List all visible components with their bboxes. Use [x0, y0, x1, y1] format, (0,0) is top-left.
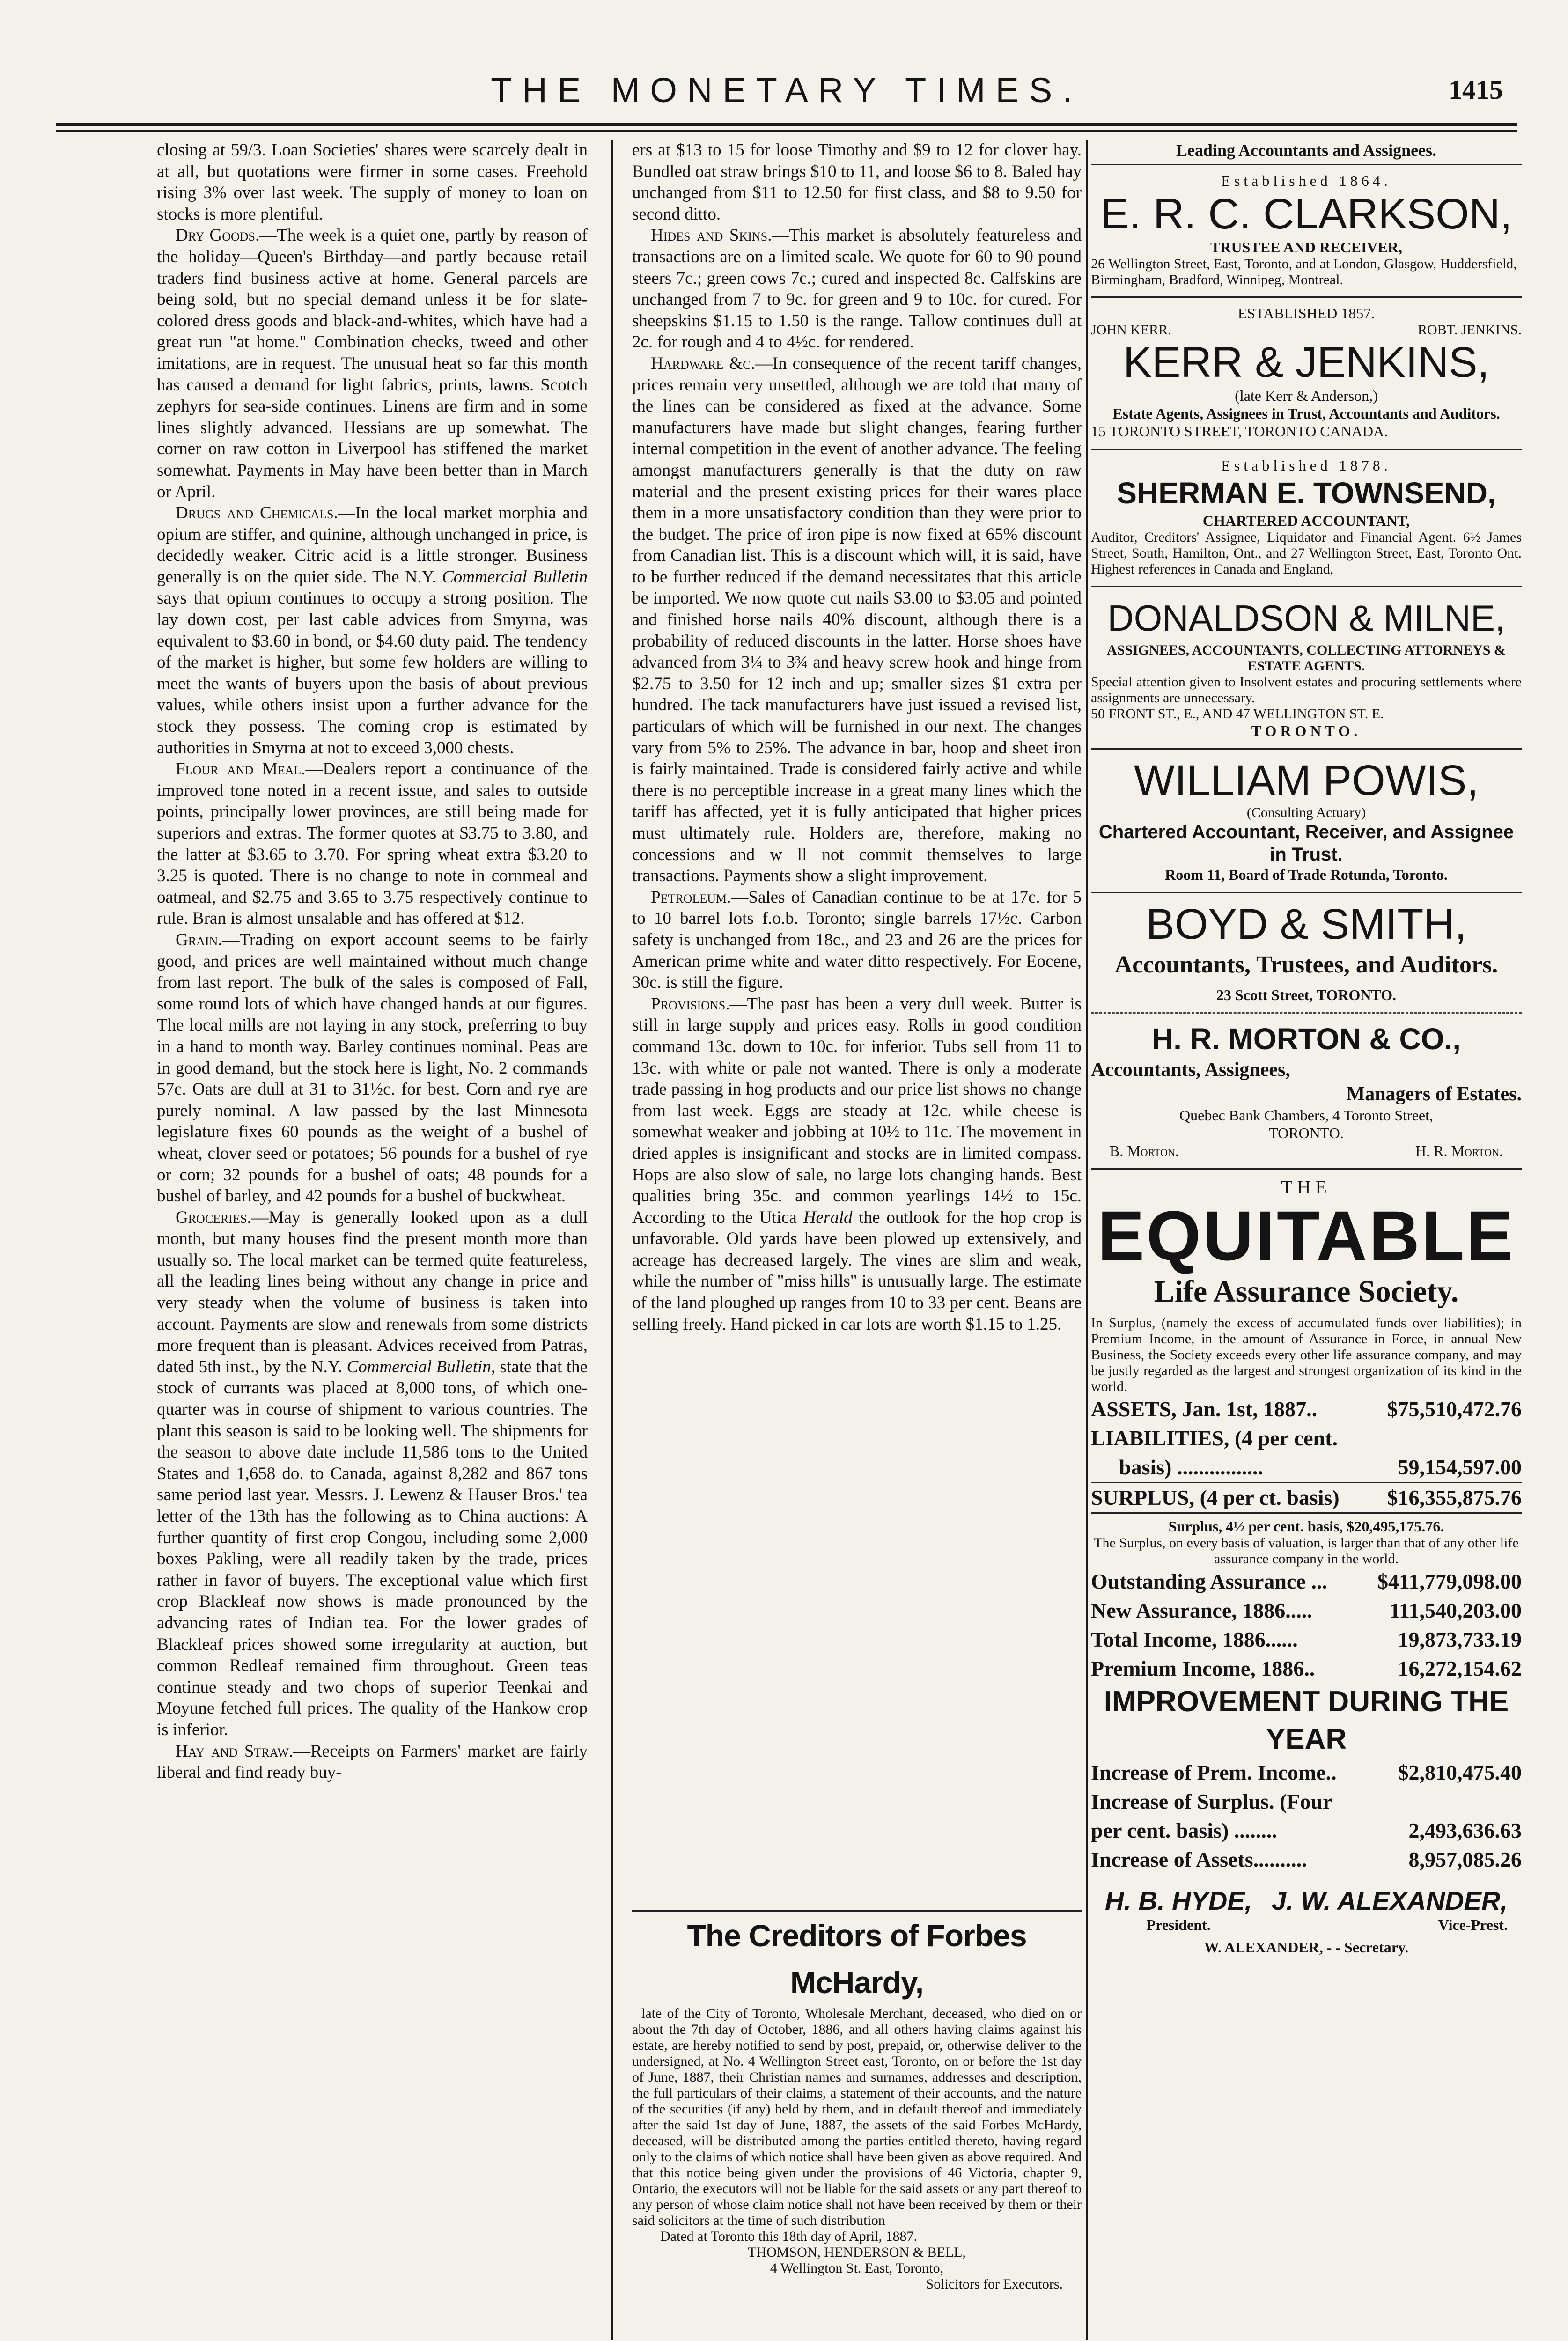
- row-label: Outstanding Assurance ...: [1091, 1569, 1327, 1593]
- figure-row: [1091, 1845, 1522, 1874]
- section-text: —Receipts on Farmers' market are fairly liberal and find ready buy-: [157, 1741, 588, 1782]
- section-heading: Petroleum.: [651, 887, 731, 907]
- publication-name: Commercial Bulletin,: [346, 1357, 496, 1377]
- firm-address: 23 Scott Street, TORONTO.: [1216, 986, 1397, 1003]
- section-text: the outlook for the hop crop is unfavorable. Old yards have been plowed up extensively, and acreage has decreased largely. The vines are slim and weak, while the number of "miss hills" is unusually large. The estimate of the land ploughed up ranges from 10 to 33 per cent. Beans are selling freely. Hand picked in car lots are worth $1.15 to 1.25.: [632, 1207, 1082, 1334]
- section-text: says that opium continues to occupy a strong position. The lay down cost, per last cable advices from Smyrna, was equivalent to $3.60 in bond, or $4.60 duty paid. The tendency of the market is higher, but some few holders are willing to meet the wants of buyers upon the basis of about previous values, while others insist upon a further advance for the stock they possess. The coming crop is estimated by authorities in Smyrna at not to exceed 3,000 chests.: [157, 589, 588, 758]
- section-heading: Drugs and Chemicals.: [176, 503, 338, 523]
- equitable-name: EQUITABLE: [1097, 1196, 1515, 1275]
- section-heading: Groceries.: [176, 1207, 251, 1227]
- liabilities-row: [1091, 1424, 1522, 1453]
- row-label: Increase of Assets..........: [1091, 1848, 1307, 1871]
- row-label: SURPLUS, (4 per ct. basis): [1091, 1486, 1340, 1509]
- market-report-column-2: [632, 140, 1082, 1335]
- row-value: $16,355,875.76: [1387, 1486, 1522, 1509]
- row-label: basis) ................: [1119, 1455, 1263, 1479]
- section-text: —Trading on export account seems to be fairly good, and prices are well maintained without much change from last report. The bulk of the sales is composed of Fall, some round lots of which have changed hands at our figures. The local mills are not laying in any stock, preferring to buy in a hand to month way. Barley continues nominal. Peas are in good demand, but the stock here is light, No. 2 commands 57c. Oats are dull at 31 to 31½c. for best. Corn and rye are purely nominal. A law passed by the last Minnesota legislature fixes 60 pounds as the weight of a bushel of wheat, clover seed or potatoes; 56 pounds for a bushel of rye or corn; 32 pounds for a bushel of oats; 48 pounds for a bushel of barley, and 42 pounds for a bushel of buckwheat.: [157, 930, 588, 1206]
- firm-role: Estate Agents, Assignees in Trust, Accountants and Auditors.: [1112, 405, 1500, 422]
- firm-role: Chartered Accountant, Receiver, and Assignee in Trust.: [1098, 822, 1514, 865]
- row-value: 111,540,203.00: [1389, 1598, 1522, 1622]
- figure-row: [1091, 1596, 1522, 1625]
- firm-city: TORONTO.: [1251, 722, 1362, 739]
- row-label: ASSETS, Jan. 1st, 1887..: [1091, 1397, 1318, 1421]
- column-divider-1: [611, 140, 613, 2340]
- section-text: —Sales of Canadian continue to be at 17c. for 5 to 10 barrel lots f.o.b. Toronto; single barrels 17½c. Carbon safety is unchanged from 18c., and 23 and 26 are the prices for American prime white and water ditto respectively. For Eocene, 30c. is still the figure.: [632, 887, 1082, 993]
- header-rule-thin: [56, 130, 1517, 132]
- ad-townsend: [1091, 450, 1522, 587]
- firm-former-name: (late Kerr & Anderson,): [1235, 387, 1378, 404]
- firm-role: Accountants, Trustees, and Auditors.: [1114, 951, 1498, 978]
- surplus-alt: Surplus, 4½ per cent. basis, $20,495,175.76.: [1168, 1518, 1444, 1535]
- firm-name: H. R. MORTON & CO.,: [1151, 1022, 1461, 1056]
- partner-name: B. Morton.: [1110, 1142, 1179, 1159]
- established-line: ESTABLISHED 1857.: [1237, 305, 1375, 322]
- partner-name: H. R. Morton.: [1415, 1142, 1503, 1159]
- liabilities-value-row: [1091, 1453, 1522, 1482]
- row-label: LIABILITIES, (4 per cent.: [1091, 1426, 1338, 1450]
- notice-firm: THOMSON, HENDERSON & BELL,: [748, 2245, 966, 2260]
- section-text: —This market is absolutely featureless and transactions are on a limited scale. We quote for 60 to 90 pound steers 7c.; green cows 7c.; cured and inspected 8c. Calfskins are unchanged from 7 to 9c. for green and 9 to 10c. for cured. For sheepskins $1.15 to 1.50 is the range. Tallow continues dull at 2c. for rough and 4 to 4½c. for rendered.: [632, 226, 1082, 352]
- firm-role: Accountants, Assignees,: [1091, 1059, 1290, 1081]
- firm-role: Managers of Estates.: [1346, 1083, 1522, 1105]
- assets-row: [1091, 1395, 1522, 1424]
- advertisements-column: [1091, 140, 1522, 1956]
- row-value: 2,493,636.63: [1408, 1818, 1522, 1842]
- firm-role: ASSIGNEES, ACCOUNTANTS, COLLECTING ATTORNEYS & ESTATE AGENTS.: [1107, 642, 1506, 674]
- partner-name: ROBT. JENKINS.: [1418, 322, 1522, 338]
- ad-donaldson-milne: [1091, 587, 1522, 750]
- notice-title: The Creditors of Forbes McHardy,: [687, 1918, 1027, 2000]
- market-report-column-1: [157, 140, 588, 1783]
- firm-address: Room 11, Board of Trade Rotunda, Toronto.: [1165, 866, 1448, 883]
- row-label: Premium Income, 1886..: [1091, 1656, 1315, 1680]
- row-label: per cent. basis) ........: [1091, 1818, 1277, 1842]
- notice-dated: Dated at Toronto this 18th day of April, 1887.: [660, 2229, 917, 2244]
- publication-name: Herald: [803, 1207, 853, 1227]
- firm-city: TORONTO.: [1269, 1125, 1344, 1141]
- ad-kerr-jenkins: [1091, 298, 1522, 450]
- section-text: —May is generally looked upon as a dull month, but many houses find the present month more than usually so. The local market can be termed quite featureless, all the leading lines being without any change in price and very steady when the volume of business is taken into account. Payments are slow and renewals from some districts more frequent than is pleasant. Advices received from Patras, dated 5th inst., by the N.Y.: [157, 1207, 588, 1377]
- ad-boyd-smith: [1091, 893, 1522, 1014]
- column-divider-2: [1086, 140, 1088, 2340]
- section-heading: Flour and Meal.: [176, 759, 306, 779]
- firm-address: 50 FRONT ST., E., AND 47 WELLINGTON ST. E.: [1091, 706, 1384, 721]
- firm-address: Quebec Bank Chambers, 4 Toronto Street,: [1179, 1107, 1433, 1124]
- page-number: 1415: [1449, 74, 1503, 105]
- row-label: Increase of Prem. Income..: [1091, 1760, 1337, 1784]
- figure-row: [1091, 1625, 1522, 1654]
- paragraph: closing at 59/3. Loan Societies' shares were scarcely dealt in at all, but quotations were firmer in some cases. Freehold rising 3% over last week. The supply of money to loan on stocks is more plentiful.: [157, 140, 588, 224]
- firm-name: KERR & JENKINS,: [1123, 339, 1490, 386]
- ads-heading: Leading Accountants and Assignees.: [1091, 140, 1522, 165]
- section-heading: Dry Goods.: [176, 226, 260, 245]
- paragraph-petroleum: [632, 887, 1082, 994]
- section-text: —Dealers report a continuance of the improved tone noted in a recent issue, and sales to outside points, principally lower provinces, are still being made for superiors and extras. The former quotes at $3.75 to 3.80, and the latter at $3.65 to 3.70. For spring wheat extra $3.20 to 3.25 is quoted. There is no change to note in cornmeal and oatmeal, and $2.75 and 3.65 to 3.75 respectively continue to rule. Bran is almost unsalable and has offered at $12.: [157, 759, 588, 928]
- header-rule-thick: [56, 123, 1517, 126]
- firm-name: BOYD & SMITH,: [1146, 900, 1467, 948]
- equitable-the: THE: [1281, 1177, 1332, 1198]
- row-value: 16,272,154.62: [1398, 1656, 1522, 1680]
- creditors-notice: [632, 1910, 1082, 2292]
- paragraph-flour: [157, 758, 588, 929]
- ad-clarkson: [1091, 165, 1522, 298]
- officer-name: J. W. ALEXANDER,: [1271, 1886, 1508, 1915]
- firm-title: TRUSTEE AND RECEIVER,: [1210, 239, 1402, 256]
- improvement-figures: [1091, 1758, 1522, 1874]
- section-text: —The week is a quiet one, partly by reason of the holiday—Queen's Birthday—and partly because retail traders find business active at home. General parcels are being sold, but no special demand unless it be for slate-colored dress goods and black-and-whites, which have had a great run "at home." Combination checks, tweed and other imitations, are in request. The unusual heat so far this month has caused a demand for light fabrics, prints, lawns. Scotch zephyrs for sea-side continues. Linens are firm and in some lines slightly advanced. Hessians are up somewhat. The corner on raw cotton in Liverpool has stiffened the market somewhat. Payments in May have been better than in March or April.: [157, 226, 588, 501]
- firm-details: Special attention given to Insolvent estates and procuring settlements where assignments are unnecessary.: [1091, 674, 1522, 706]
- row-value: 59,154,597.00: [1398, 1455, 1522, 1479]
- figure-row: [1091, 1567, 1522, 1596]
- publication-name: Commercial Bulletin: [442, 567, 588, 587]
- officer-president: [1105, 1885, 1252, 1934]
- firm-name: E. R. C. CLARKSON,: [1100, 190, 1512, 238]
- row-value: $2,810,475.40: [1398, 1760, 1522, 1784]
- paragraph: ers at $13 to 15 for loose Timothy and $9 to 12 for clover hay. Bundled oat straw brings $10 to 11, and loose $6 to 8. Baled hay unchanged from $11 to 12.50 for first class, and $8 to 9.50 for second ditto.: [632, 140, 1082, 224]
- officer-name: H. B. HYDE,: [1105, 1886, 1252, 1915]
- paragraph-hides: [632, 225, 1082, 353]
- paragraph-drugs: [157, 502, 588, 758]
- equitable-figures: [1091, 1567, 1522, 1683]
- section-text: —In consequence of the recent tariff changes, prices remain very unsettled, although we are told that many of the lines can be considered as fixed at the advance. Some manufacturers have made but slight changes, fearing further internal competition in the event of another advance. The feeling amongst manufacturers generally is that the duty on raw material and the present existing prices for their wares place them in a more unsatisfactory condition than they were prior to the budget. The price of iron pipe is now fixed at 65% discount from Canadian list. This is a discount which will, it is said, have to be further reduced if the demand necessitates that this article be imported. We now quote cut nails $3.00 to $3.05 and pointed and finished horse nails 40% discount, although there is a probability of reduced discounts in the latter. Horse shoes have advanced from 3¼ to 3¾ and heavy screw hook and hinge from $2.75 to 3.50 for 12 inch and up; smaller sizes $1 extra per hundred. The tack manufacturers have just issued a revised list, particulars of which will be furnished in our next. The changes vary from 5% to 25%. The advance in bar, hoop and sheet iron is fairly maintained. Trade is considered fairly active and while there is no perceptible increase in a great many lines which the tariff has affected, yet it is fully anticipated that higher prices must ultimately rule. Holders are, therefore, making no concessions and w ll not commit themselves to large transactions. Payments show a slight improvement.: [632, 353, 1082, 886]
- firm-subtitle: (Consulting Actuary): [1246, 805, 1366, 820]
- row-label: New Assurance, 1886.....: [1091, 1598, 1312, 1622]
- firm-name: SHERMAN E. TOWNSEND,: [1117, 476, 1496, 510]
- section-heading: Hardware &c.: [651, 353, 755, 373]
- figure-row: [1091, 1654, 1522, 1683]
- row-value: 19,873,733.19: [1398, 1627, 1522, 1651]
- improvement-heading: IMPROVEMENT DURING THE YEAR: [1104, 1686, 1509, 1755]
- section-text: —In the local market morphia and opium are stiffer, and quinine, although unchanged in price, is decidedly weaker. Citric acid is a little stronger. Business generally is on the quiet side. The N.Y.: [157, 503, 588, 587]
- figure-row: [1091, 1816, 1522, 1845]
- row-value: $411,779,098.00: [1377, 1569, 1522, 1593]
- firm-name: DONALDSON & MILNE,: [1107, 597, 1505, 639]
- ad-equitable: [1091, 1170, 1522, 1956]
- officer-title: Vice-Prest.: [1438, 1916, 1508, 1933]
- section-heading: Provisions.: [651, 994, 730, 1014]
- paragraph-hardware: [632, 353, 1082, 887]
- section-heading: Grain.: [176, 930, 222, 950]
- paragraph-dry-goods: [157, 225, 588, 502]
- firm-address: 15 TORONTO STREET, TORONTO CANADA.: [1091, 423, 1388, 440]
- page-header: [56, 70, 1517, 122]
- row-label: Increase of Surplus. (Four: [1091, 1789, 1332, 1813]
- figure-row: [1091, 1758, 1522, 1787]
- section-text: —The past has been a very dull week. Butter is still in large supply and prices easy. Rolls in good condition command 13c. down to 10c. for inferior. Tubs sell from 11 to 13c. with white or pale not wanted. There is only a moderate trade passing in hog products and our price list shows no change from last week. Eggs are steady at 12c. while cheese is somewhat weaker and jobbing at 10½ to 11c. The movement in dried apples is insignificant and stocks are in limited compass. Hops are also slow of sale, no large lots changing hands. Best qualities bring 35c. and common yearlings 14½ to 15c. According to the Utica: [632, 994, 1082, 1227]
- ad-william-powis: [1091, 750, 1522, 893]
- section-heading: Hides and Skins.: [651, 226, 772, 245]
- paragraph-provisions: [632, 994, 1082, 1335]
- row-value: 8,957,085.26: [1408, 1848, 1522, 1871]
- established-line: Established 1864.: [1221, 172, 1391, 189]
- firm-details: Auditor, Creditors' Assignee, Liquidator and Financial Agent. 6½ James Street, South, Hamilton, Ont., and 27 Wellington Street, East, Toronto Ont. Highest references in Canada and England,: [1091, 530, 1522, 577]
- established-line: Established 1878.: [1221, 457, 1391, 474]
- notice-body: late of the City of Toronto, Wholesale Merchant, deceased, who died on or about the 7th day of October, 1886, and all others having claims against his estate, are hereby notified to send by post, prepaid, or, otherwise deliver to the undersigned, at No. 4 Wellington Street east, Toronto, on or before the 1st day of June, 1887, their Christian names and surnames, addresses and description, the full particulars of their claims, a statement of their accounts, and the nature of the securities (if any) held by them, and in default thereof and immediately after the said 1st day of June, 1887, the assets of the said Forbes McHardy, deceased, will be distributed among the parties entitled thereto, having regard only to the claims of which notice shall have been given as above required. And that this notice being given under the provisions of 46 Victoria, chapter 9, Ontario, the executors will not be liable for the said assets or any part thereof to any person of whose claim notice shall not have been received by them or their said solicitors at the time of such distribution: [632, 2006, 1082, 2228]
- masthead-title: THE MONETARY TIMES.: [491, 71, 1082, 110]
- firm-title: CHARTERED ACCOUNTANT,: [1202, 512, 1410, 529]
- paragraph-grain: [157, 929, 588, 1207]
- firm-name: WILLIAM POWIS,: [1134, 757, 1479, 804]
- section-text: state that the stock of currants was placed at 8,000 tons, of which one-quarter was in course of shipment to various countries. The plant this season is said to be looking well. The shipments for the season to above date include 11,586 tons to the United States and 1,658 do. to Canada, against 8,282 and 867 tons same period last year. Messrs. J. Lewenz & Hauser Bros.' tea letter of the 13th has the following as to China auctions: A further quantity of first crop Congou, including some 2,000 boxes Pakling, were all readily taken by the trade, prices rather in favor of buyers. The exceptional value which first crop Blackleaf now shows is made pronounced by the advancing rates of Indian tea. For the lower grades of Blackleaf prices showed some irregularity at auction, but common Redleaf remained firm throughout. Green teas continue steady and two chops of superior Teenkai and Moyune fetched full prices. The quality of the Hankow crop is inferior.: [157, 1357, 588, 1739]
- officer-vice-president: [1272, 1885, 1508, 1934]
- row-label: Total Income, 1886......: [1091, 1627, 1298, 1651]
- equitable-subtitle: Life Assurance Society.: [1154, 1274, 1459, 1309]
- ad-morton: [1091, 1014, 1522, 1170]
- surplus-row: [1091, 1482, 1522, 1514]
- notice-address: 4 Wellington St. East, Toronto,: [770, 2260, 944, 2276]
- row-value: $75,510,472.76: [1387, 1397, 1522, 1421]
- notice-role: Solicitors for Executors.: [926, 2276, 1063, 2292]
- partner-name: JOHN KERR.: [1091, 322, 1171, 338]
- officer-title: President.: [1146, 1916, 1211, 1933]
- figure-row: [1091, 1787, 1522, 1816]
- firm-address: 26 Wellington Street, East, Toronto, and at London, Glasgow, Huddersfield, Birmingham, Bradford, Winnipeg, Montreal.: [1091, 256, 1517, 287]
- paragraph-hay: [157, 1741, 588, 1783]
- equitable-intro: In Surplus, (namely the excess of accumulated funds over liabilities); in Premium Income, in the amount of Assurance in Force, in annual New Business, the Society exceeds every other life assurance company, and may be justly regarded as the largest and strongest organization of its kind in the world.: [1091, 1315, 1522, 1394]
- section-heading: Hay and Straw.: [176, 1741, 294, 1761]
- surplus-note: The Surplus, on every basis of valuation, is larger than that of any other life assurance company in the world.: [1094, 1535, 1519, 1567]
- officer-secretary: W. ALEXANDER, - - Secretary.: [1204, 1939, 1409, 1956]
- paragraph-groceries: [157, 1207, 588, 1741]
